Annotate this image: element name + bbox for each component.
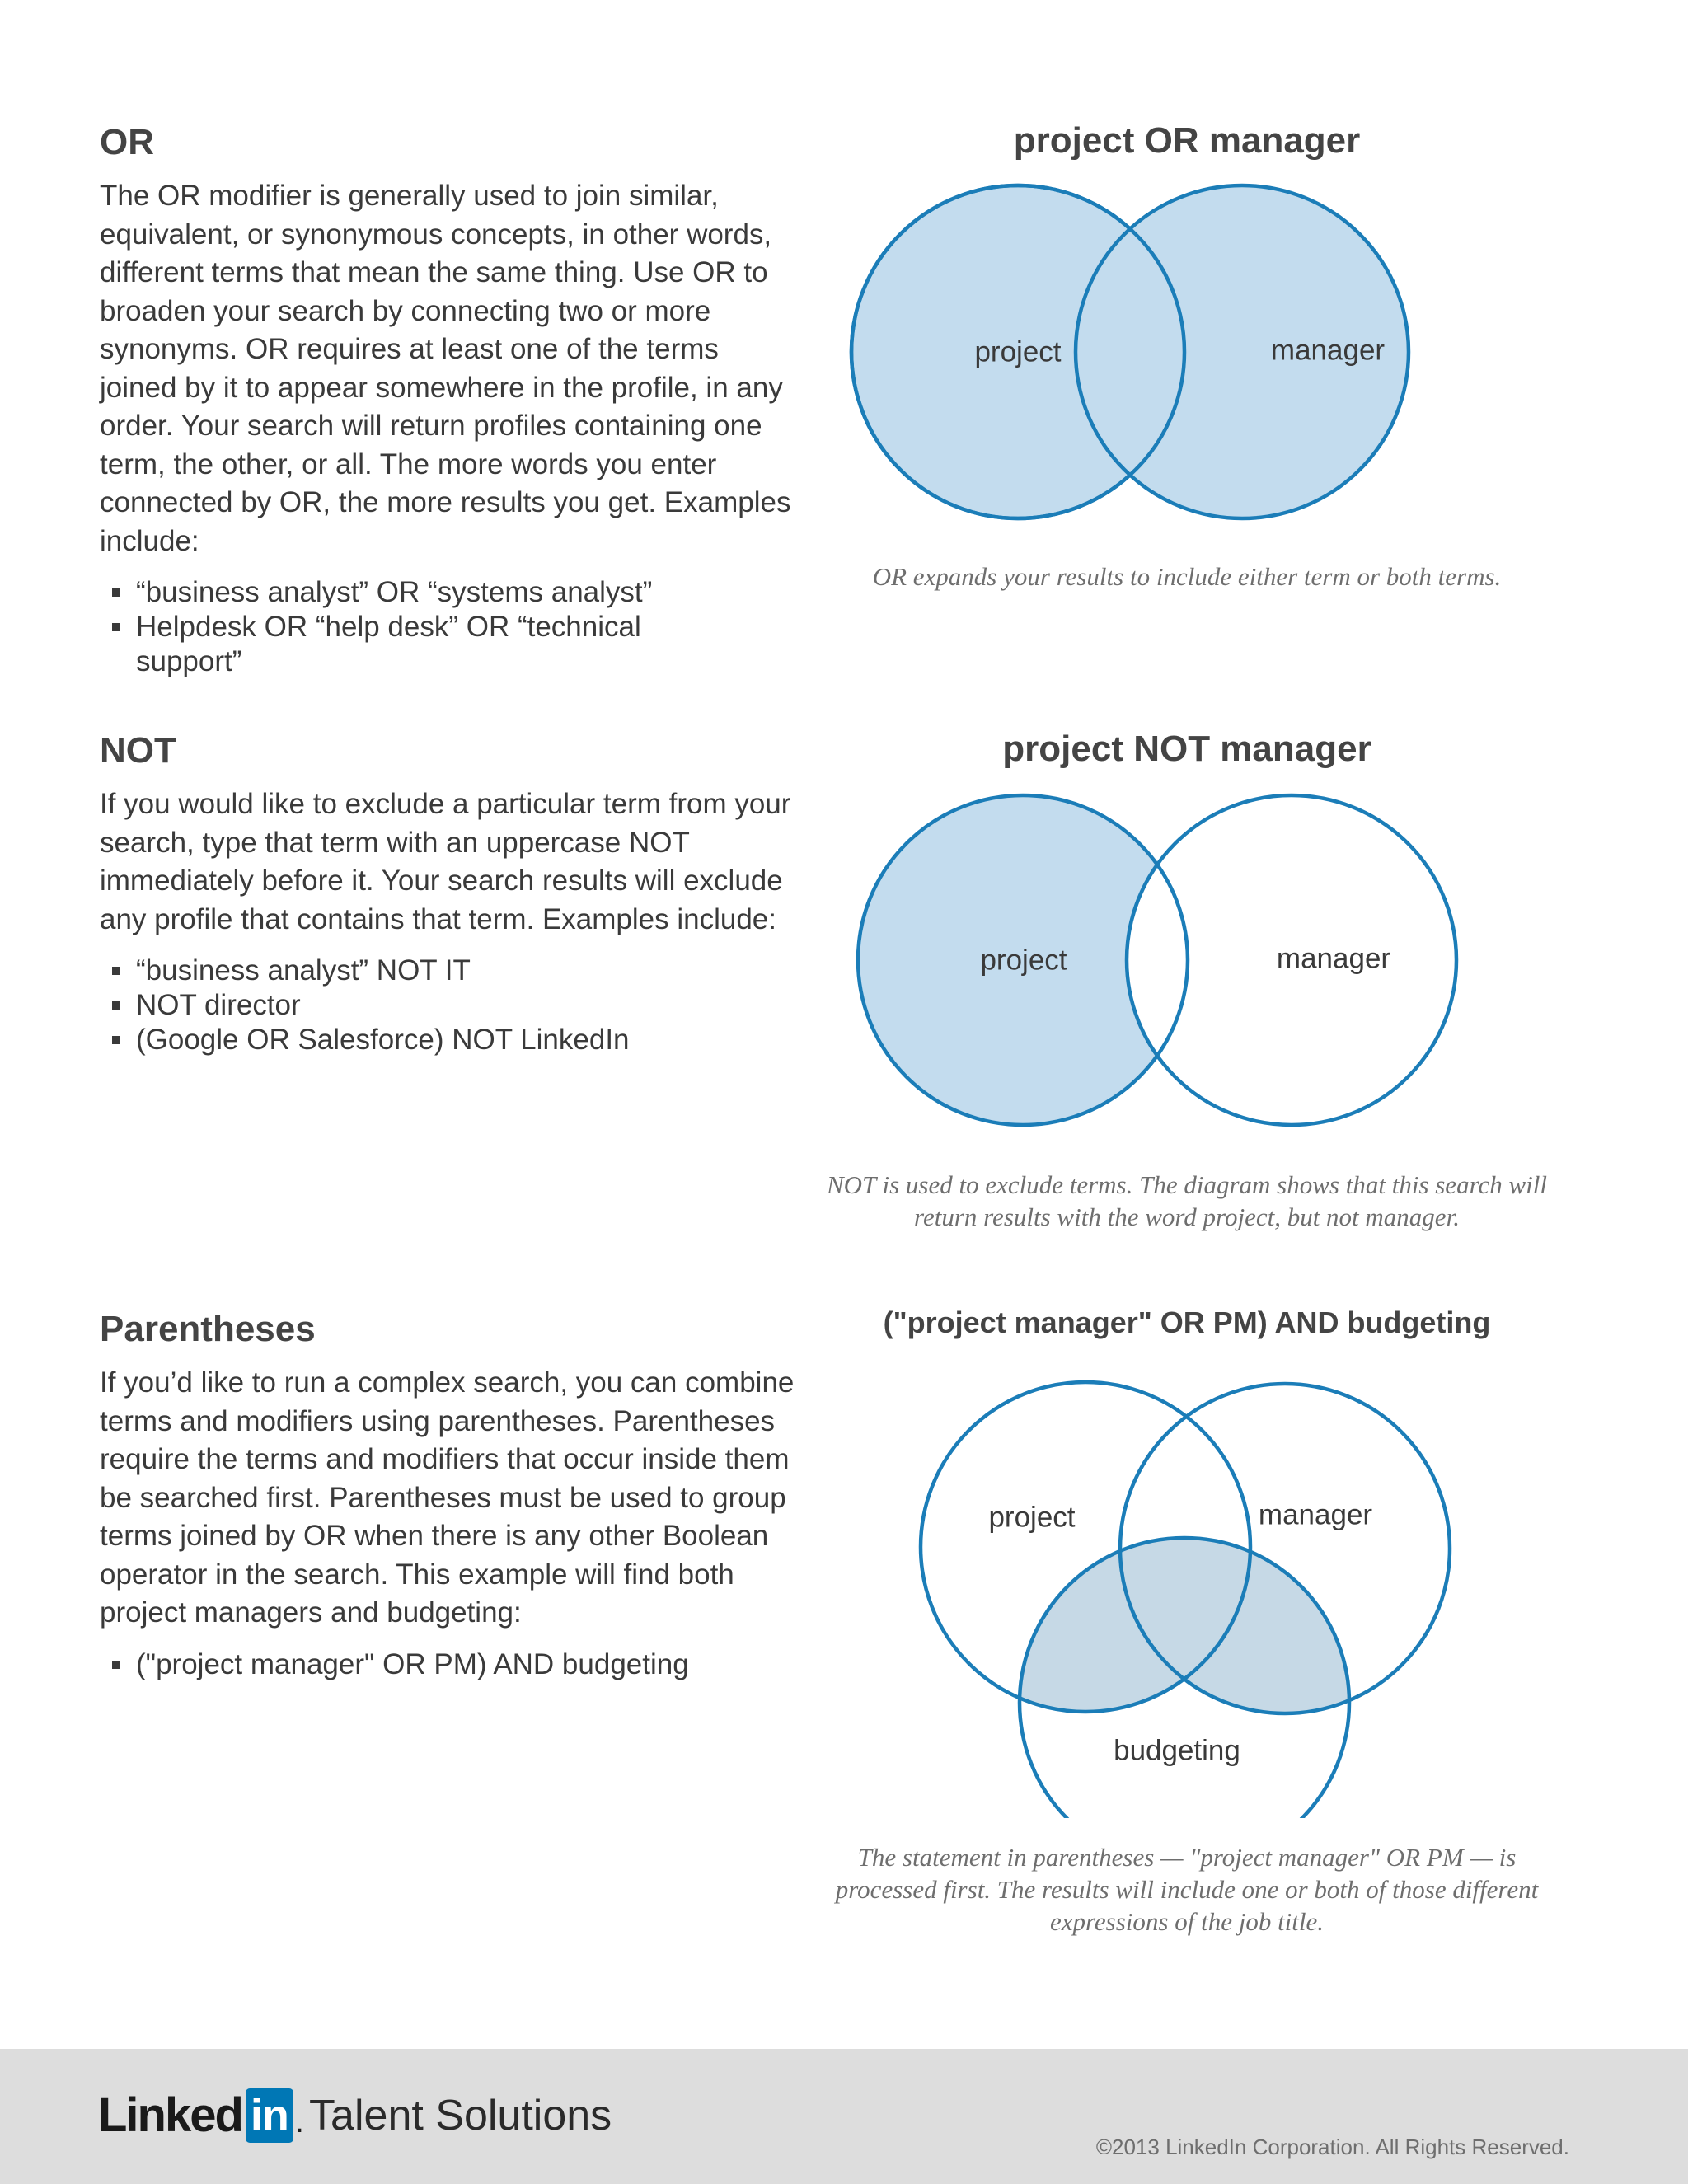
linkedin-talent-solutions-logo <box>98 2087 612 2144</box>
logo-in-badge: in <box>246 2088 293 2143</box>
list-item: Helpdesk OR “help desk” OR “technical support” <box>136 610 696 679</box>
diagram-title-not: project NOT manager <box>1002 729 1372 769</box>
section-heading-not: NOT <box>100 730 176 771</box>
section-heading-or: OR <box>100 122 154 162</box>
list-item: (Google OR Salesforce) NOT LinkedIn <box>136 1023 800 1057</box>
section-body-parentheses: If you’d like to run a complex search, you can combine terms and modifiers using parentheses. Parentheses require the terms and modifiers that occur inside them be searched first. Parentheses must be used to group terms joined by OR when there is any other Boolean operator in the search. This example will find both project managers and budgeting: <box>100 1366 795 1629</box>
logo-dot-icon: . <box>294 2102 305 2139</box>
diagram-caption-not: NOT is used to exclude terms. The diagram shows that this search will return results with the word project, but not manager. <box>826 1170 1548 1231</box>
diagram-parentheses <box>816 1302 1558 1945</box>
list-item: “business analyst” OR “systems analyst” <box>136 575 800 610</box>
diagram-caption-parentheses: The statement in parentheses — "project manager" OR PM — is processed first. The results will include one or both of those different expressions of the job title. <box>835 1843 1539 1936</box>
logo-product-name: Talent Solutions <box>309 2092 612 2139</box>
diagram-title-or: project OR manager <box>1013 120 1361 161</box>
examples-list-parentheses <box>100 1647 800 1682</box>
venn-label-budgeting: budgeting <box>1114 1734 1240 1767</box>
footer <box>0 2049 1688 2184</box>
diagram-title-parentheses: ("project manager" OR PM) AND budgeting <box>883 1305 1491 1339</box>
logo-wordmark: Linked <box>98 2088 242 2142</box>
section-heading-parentheses: Parentheses <box>100 1309 316 1349</box>
examples-list-or <box>100 575 800 679</box>
venn-label-project: project <box>980 944 1067 977</box>
section-body-or: The OR modifier is generally used to join similar, equivalent, or synonymous concepts, in other words, different terms that mean the same thing. Use OR to broaden your search by connecting two or more synonyms. OR requires at least one of the terms joined by it to appear somewhere in the profile, in any order. Your search will return profiles containing one term, the other, or all. The more words you enter connected by OR, the more results you get. Examples include: <box>100 180 791 557</box>
section-parentheses <box>100 1306 800 1682</box>
examples-list-not <box>100 954 800 1057</box>
venn-label-project: project <box>974 335 1062 368</box>
venn-parentheses <box>816 1357 1558 1818</box>
venn-label-project: project <box>988 1501 1076 1534</box>
section-not <box>100 728 800 1057</box>
venn-label-manager: manager <box>1276 942 1391 975</box>
venn-label-manager: manager <box>1258 1498 1373 1531</box>
list-item: ("project manager" OR PM) AND budgeting <box>136 1647 800 1682</box>
venn-label-manager: manager <box>1270 334 1386 367</box>
diagram-or <box>816 115 1558 610</box>
section-or <box>100 120 800 679</box>
venn-not <box>816 790 1558 1136</box>
section-body-not: If you would like to exclude a particular term from your search, type that term with an uppercase NOT immediately before it. Your search results will exclude any profile that contains that term. Examples include: <box>100 788 791 935</box>
diagram-caption-or: OR expands your results to include either term or both terms. <box>872 562 1502 591</box>
copyright-text: ©2013 LinkedIn Corporation. All Rights Reserved. <box>1095 2135 1569 2159</box>
diagram-not <box>816 724 1558 1284</box>
list-item: NOT director <box>136 988 800 1023</box>
list-item: “business analyst” NOT IT <box>136 954 800 988</box>
venn-or <box>816 181 1558 527</box>
